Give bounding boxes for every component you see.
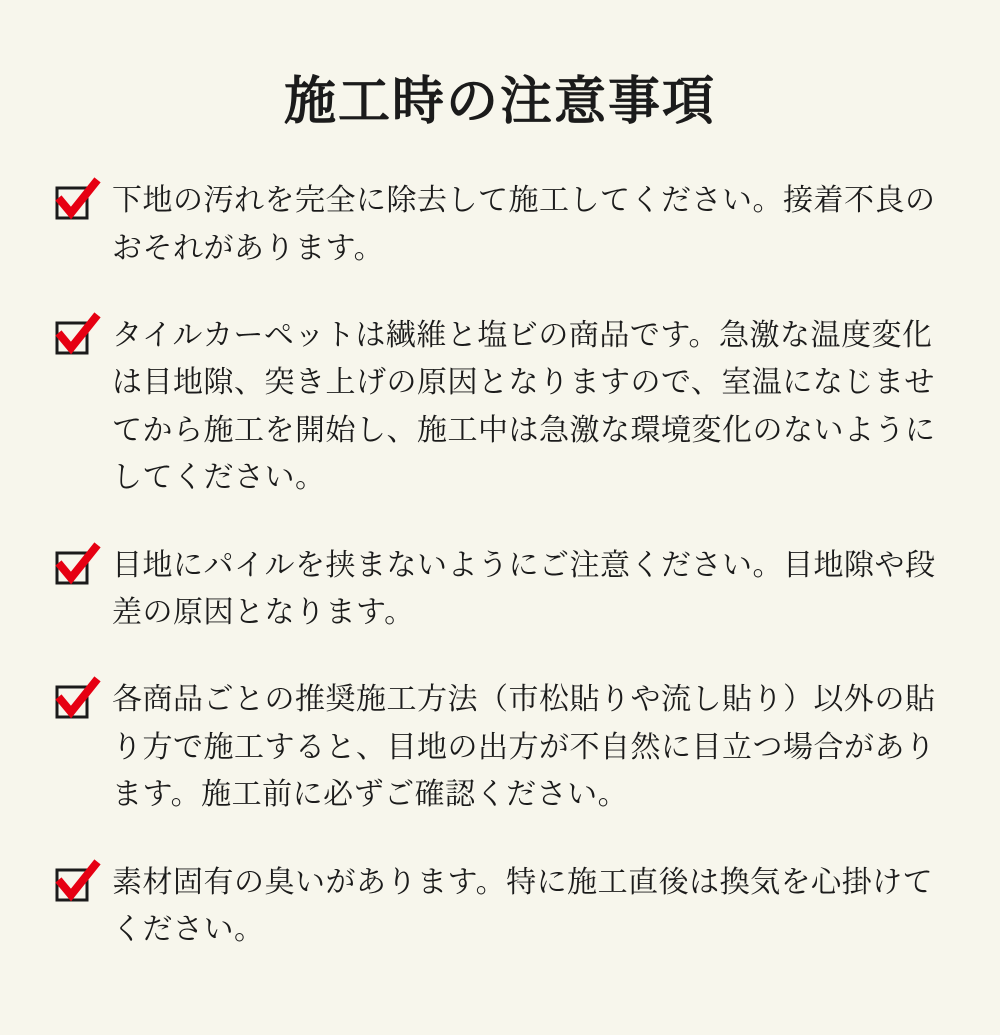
red-check-box-icon [56,550,92,586]
list-item [0,676,1000,818]
note-text: 下地の汚れを完全に除去して施工してください。接着不良のおそれがあります。 [112,183,936,266]
red-check-box-icon [56,684,92,720]
page-title: 施工時の注意事項 [283,71,716,132]
list-item [0,177,1000,272]
list-item [0,312,1000,502]
red-check-box-icon [56,320,92,356]
note-text: 目地にパイルを挟まないようにご注意ください。目地隙や段差の原因となります。 [112,547,936,630]
note-text: タイルカーペットは繊維と塩ビの商品です。急激な温度変化は目地隙、突き上げの原因となりますので、室温になじませてから施工を開始し、施工中は急激な環境変化のないようにしてください。 [112,318,936,496]
list-item [0,542,1000,637]
list-item [0,859,1000,954]
note-text: 素材固有の臭いがあります。特に施工直後は換気を心掛けてください。 [112,864,934,947]
notice-page [0,35,1000,1035]
note-text: 各商品ごとの推奨施工方法（市松貼りや流し貼り）以外の貼り方で施工すると、目地の出方が不自然に目立つ場合があります。施工前に必ずご確認ください。 [112,682,936,813]
red-check-box-icon [56,185,92,221]
notes-list [0,177,1000,953]
red-check-box-icon [56,867,92,903]
